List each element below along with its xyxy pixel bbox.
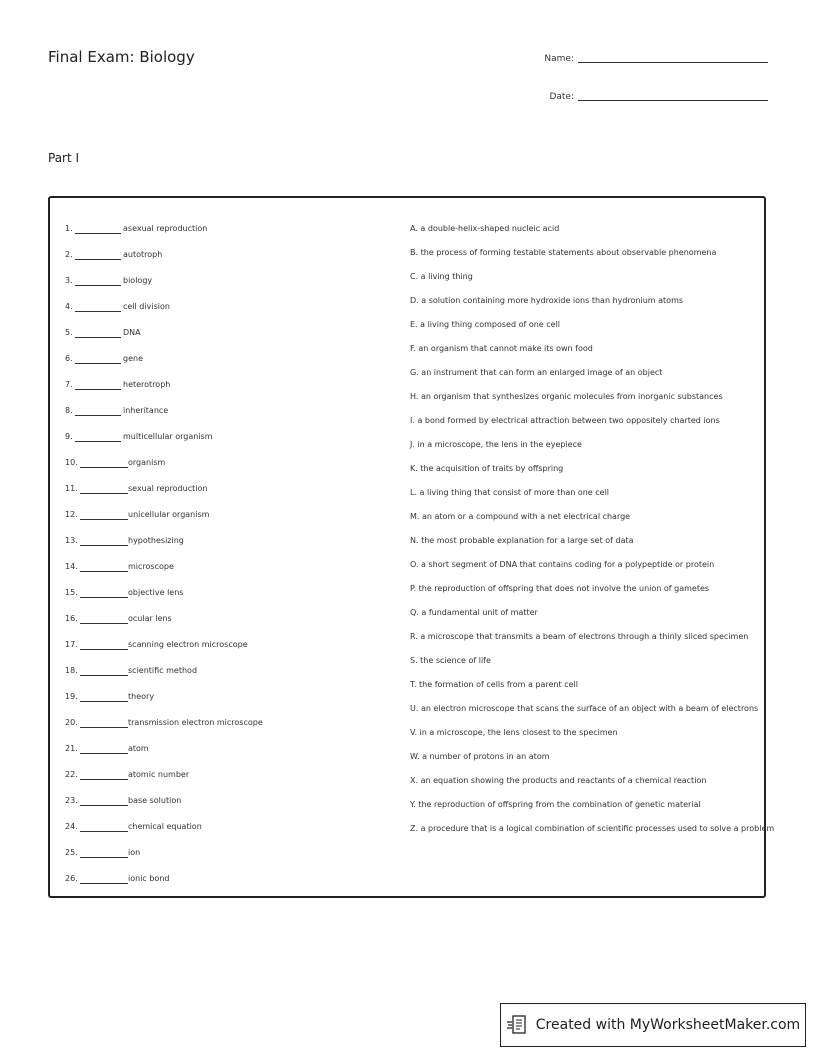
term-word: unicellular organism [128, 510, 210, 519]
term-word: multicellular organism [123, 432, 213, 441]
term-number: 13. [65, 536, 78, 545]
definition-item: E. a living thing composed of one cell [410, 320, 561, 329]
definition-item: U. an electron microscope that scans the surface of an object with a beam of electrons [410, 704, 759, 713]
answer-blank[interactable] [80, 727, 128, 728]
answer-blank[interactable] [80, 883, 128, 884]
answer-blank[interactable] [80, 649, 128, 650]
term-row [65, 744, 365, 756]
answer-blank[interactable] [80, 831, 128, 832]
term-number: 21. [65, 744, 78, 753]
term-row [65, 822, 365, 834]
definition-item: C. a living thing [410, 272, 473, 281]
definition-item: J. in a microscope, the lens in the eyepiece [410, 440, 582, 449]
term-word: base solution [128, 796, 182, 805]
answer-blank[interactable] [75, 441, 121, 442]
worksheet-title: Final Exam: Biology [48, 48, 195, 66]
answer-blank[interactable] [75, 233, 121, 234]
term-word: DNA [123, 328, 141, 337]
term-number: 2. [65, 250, 73, 259]
term-row [65, 692, 365, 704]
term-word: gene [123, 354, 143, 363]
term-row [65, 302, 365, 314]
footer-badge [500, 1003, 806, 1047]
term-word: transmission electron microscope [128, 718, 263, 727]
term-number: 25. [65, 848, 78, 857]
term-word: hypothesizing [128, 536, 184, 545]
term-word: ocular lens [128, 614, 172, 623]
term-row [65, 848, 365, 860]
definition-item: H. an organism that synthesizes organic molecules from inorganic substances [410, 392, 723, 401]
term-number: 9. [65, 432, 73, 441]
answer-blank[interactable] [75, 337, 121, 338]
term-word: inheritance [123, 406, 169, 415]
term-number: 18. [65, 666, 78, 675]
term-word: ion [128, 848, 141, 857]
term-row [65, 614, 365, 626]
term-word: chemical equation [128, 822, 202, 831]
term-row [65, 484, 365, 496]
definition-item: M. an atom or a compound with a net electrical charge [410, 512, 631, 521]
definition-item: V. in a microscope, the lens closest to the specimen [410, 728, 618, 737]
term-word: ionic bond [128, 874, 170, 883]
definition-item: Z. a procedure that is a logical combination of scientific processes used to solve a problem [410, 824, 775, 833]
term-row [65, 354, 365, 366]
term-word: scanning electron microscope [128, 640, 248, 649]
answer-blank[interactable] [75, 415, 121, 416]
term-number: 10. [65, 458, 78, 467]
term-row [65, 276, 365, 288]
answer-blank[interactable] [80, 753, 128, 754]
answer-blank[interactable] [80, 701, 128, 702]
term-row [65, 562, 365, 574]
term-number: 26. [65, 874, 78, 883]
answer-blank[interactable] [75, 285, 121, 286]
definition-item: Q. a fundamental unit of matter [410, 608, 538, 617]
definition-item: G. an instrument that can form an enlarged image of an object [410, 368, 663, 377]
term-number: 17. [65, 640, 78, 649]
term-row [65, 770, 365, 782]
answer-blank[interactable] [80, 675, 128, 676]
term-row [65, 536, 365, 548]
part-title: Part I [48, 151, 80, 165]
footer-text: Created with MyWorksheetMaker.com [535, 1017, 801, 1033]
answer-blank[interactable] [80, 545, 128, 546]
definition-item: N. the most probable explanation for a large set of data [410, 536, 634, 545]
term-word: scientific method [128, 666, 198, 675]
definition-item: K. the acquisition of traits by offspring [410, 464, 564, 473]
answer-blank[interactable] [80, 623, 128, 624]
name-line[interactable] [578, 62, 768, 63]
term-number: 20. [65, 718, 78, 727]
definition-item: I. a bond formed by electrical attraction between two oppositely charted ions [410, 416, 720, 425]
definition-item: X. an equation showing the products and reactants of a chemical reaction [410, 776, 707, 785]
term-row [65, 406, 365, 418]
term-number: 4. [65, 302, 73, 311]
term-row [65, 796, 365, 808]
term-number: 8. [65, 406, 73, 415]
term-word: atom [128, 744, 149, 753]
term-number: 14. [65, 562, 78, 571]
term-number: 6. [65, 354, 73, 363]
term-word: asexual reproduction [123, 224, 208, 233]
answer-blank[interactable] [80, 597, 128, 598]
date-label: Date: [549, 92, 574, 102]
term-word: theory [128, 692, 155, 701]
answer-blank[interactable] [80, 467, 128, 468]
term-word: heterotroph [123, 380, 171, 389]
term-number: 3. [65, 276, 73, 285]
answer-blank[interactable] [75, 259, 121, 260]
term-row [65, 640, 365, 652]
term-row [65, 588, 365, 600]
date-line[interactable] [578, 100, 768, 101]
term-number: 7. [65, 380, 73, 389]
definition-item: P. the reproduction of offspring that does not involve the union of gametes [410, 584, 710, 593]
term-row [65, 874, 365, 886]
term-number: 22. [65, 770, 78, 779]
term-number: 24. [65, 822, 78, 831]
worksheet-logo-icon [506, 1014, 528, 1036]
answer-blank[interactable] [75, 363, 121, 364]
answer-blank[interactable] [80, 571, 128, 572]
term-row [65, 328, 365, 340]
definition-item: F. an organism that cannot make its own food [410, 344, 593, 353]
term-number: 19. [65, 692, 78, 701]
definition-item: A. a double-helix-shaped nucleic acid [410, 224, 560, 233]
term-number: 23. [65, 796, 78, 805]
term-number: 12. [65, 510, 78, 519]
term-row [65, 718, 365, 730]
definition-item: T. the formation of cells from a parent cell [410, 680, 578, 689]
date-field[interactable] [520, 86, 768, 102]
name-label: Name: [544, 54, 574, 64]
term-word: cell division [123, 302, 170, 311]
answer-blank[interactable] [80, 779, 128, 780]
term-word: autotroph [123, 250, 163, 259]
answer-blank[interactable] [80, 857, 128, 858]
term-number: 5. [65, 328, 73, 337]
term-number: 11. [65, 484, 78, 493]
term-word: biology [123, 276, 153, 285]
term-number: 15. [65, 588, 78, 597]
definition-item: R. a microscope that transmits a beam of electrons through a thinly sliced specimen [410, 632, 749, 641]
term-number: 16. [65, 614, 78, 623]
answer-blank[interactable] [80, 519, 128, 520]
name-field[interactable] [520, 48, 768, 64]
answer-blank[interactable] [75, 389, 121, 390]
term-row [65, 432, 365, 444]
term-row [65, 458, 365, 470]
definition-item: O. a short segment of DNA that contains coding for a polypeptide or protein [410, 560, 715, 569]
answer-blank[interactable] [80, 805, 128, 806]
term-word: microscope [128, 562, 174, 571]
term-word: organism [128, 458, 166, 467]
term-row [65, 510, 365, 522]
definition-item: D. a solution containing more hydroxide ions than hydronium atoms [410, 296, 684, 305]
definition-item: L. a living thing that consist of more than one cell [410, 488, 610, 497]
term-row [65, 224, 365, 236]
definition-item: B. the process of forming testable statements about observable phenomena [410, 248, 717, 257]
definition-item: S. the science of life [410, 656, 491, 665]
term-word: objective lens [128, 588, 184, 597]
definition-item: Y. the reproduction of offspring from the combination of genetic material [410, 800, 701, 809]
definition-item: W. a number of protons in an atom [410, 752, 550, 761]
answer-blank[interactable] [75, 311, 121, 312]
term-word: atomic number [128, 770, 190, 779]
term-row [65, 666, 365, 678]
answer-blank[interactable] [80, 493, 128, 494]
term-row [65, 380, 365, 392]
term-word: sexual reproduction [128, 484, 208, 493]
term-number: 1. [65, 224, 73, 233]
term-row [65, 250, 365, 262]
